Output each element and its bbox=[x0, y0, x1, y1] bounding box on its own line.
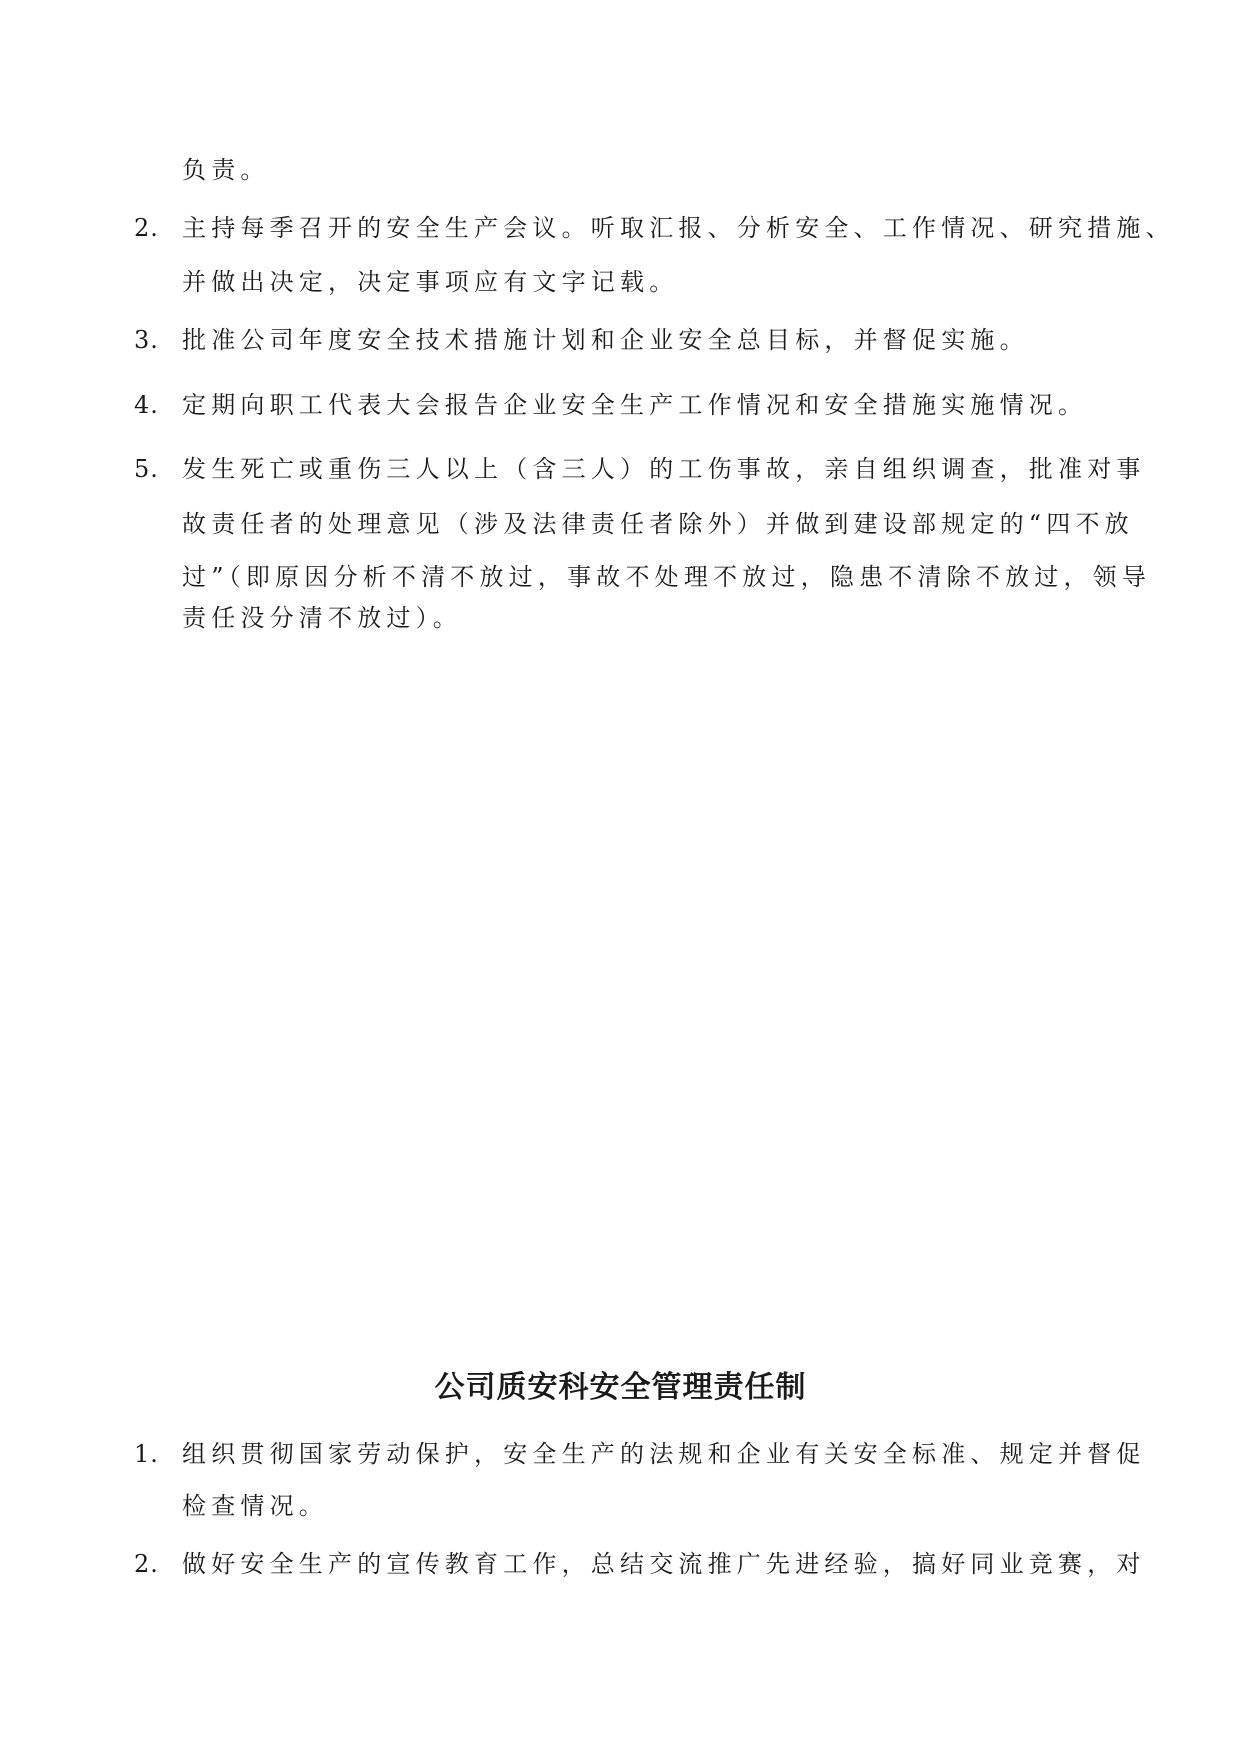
list-item-number: 2. bbox=[134, 1550, 159, 1578]
list-item-line: 过”（即原因分析不清不放过，事故不处理不放过，隐患不清除不放过，领导 bbox=[182, 563, 1152, 591]
list-item-line: 并做出决定，决定事项应有文字记载。 bbox=[182, 268, 679, 296]
continuation-text: 负责。 bbox=[182, 156, 270, 184]
list-item-line: 做好安全生产的宣传教育工作，总结交流推广先进经验，搞好同业竞赛，对 bbox=[182, 1550, 1146, 1578]
list-item-line: 定期向职工代表大会报告企业安全生产工作情况和安全措施实施情况。 bbox=[182, 391, 1088, 419]
list-item-number: 4. bbox=[134, 391, 159, 419]
list-item-line: 发生死亡或重伤三人以上（含三人）的工伤事故，亲自组织调查，批准对事 bbox=[182, 455, 1146, 483]
list-item-number: 3. bbox=[134, 326, 159, 354]
list-item-line: 组织贯彻国家劳动保护，安全生产的法规和企业有关安全标准、规定并督促 bbox=[182, 1440, 1146, 1468]
list-item-line: 批准公司年度安全技术措施计划和企业安全总目标，并督促实施。 bbox=[182, 326, 1029, 354]
list-item-line: 检查情况。 bbox=[182, 1492, 328, 1520]
list-item-number: 1. bbox=[134, 1440, 159, 1468]
list-item-line: 责任没分清不放过）。 bbox=[182, 604, 462, 632]
section-title: 公司质安科安全管理责任制 bbox=[434, 1370, 807, 1405]
list-item-line: 故责任者的处理意见（涉及法律责任者除外）并做到建设部规定的“四不放 bbox=[182, 510, 1134, 538]
list-item-number: 2. bbox=[134, 214, 159, 242]
list-item-line: 主持每季召开的安全生产会议。听取汇报、分析安全、工作情况、研究措施、 bbox=[182, 214, 1175, 242]
list-item-number: 5. bbox=[134, 455, 159, 483]
